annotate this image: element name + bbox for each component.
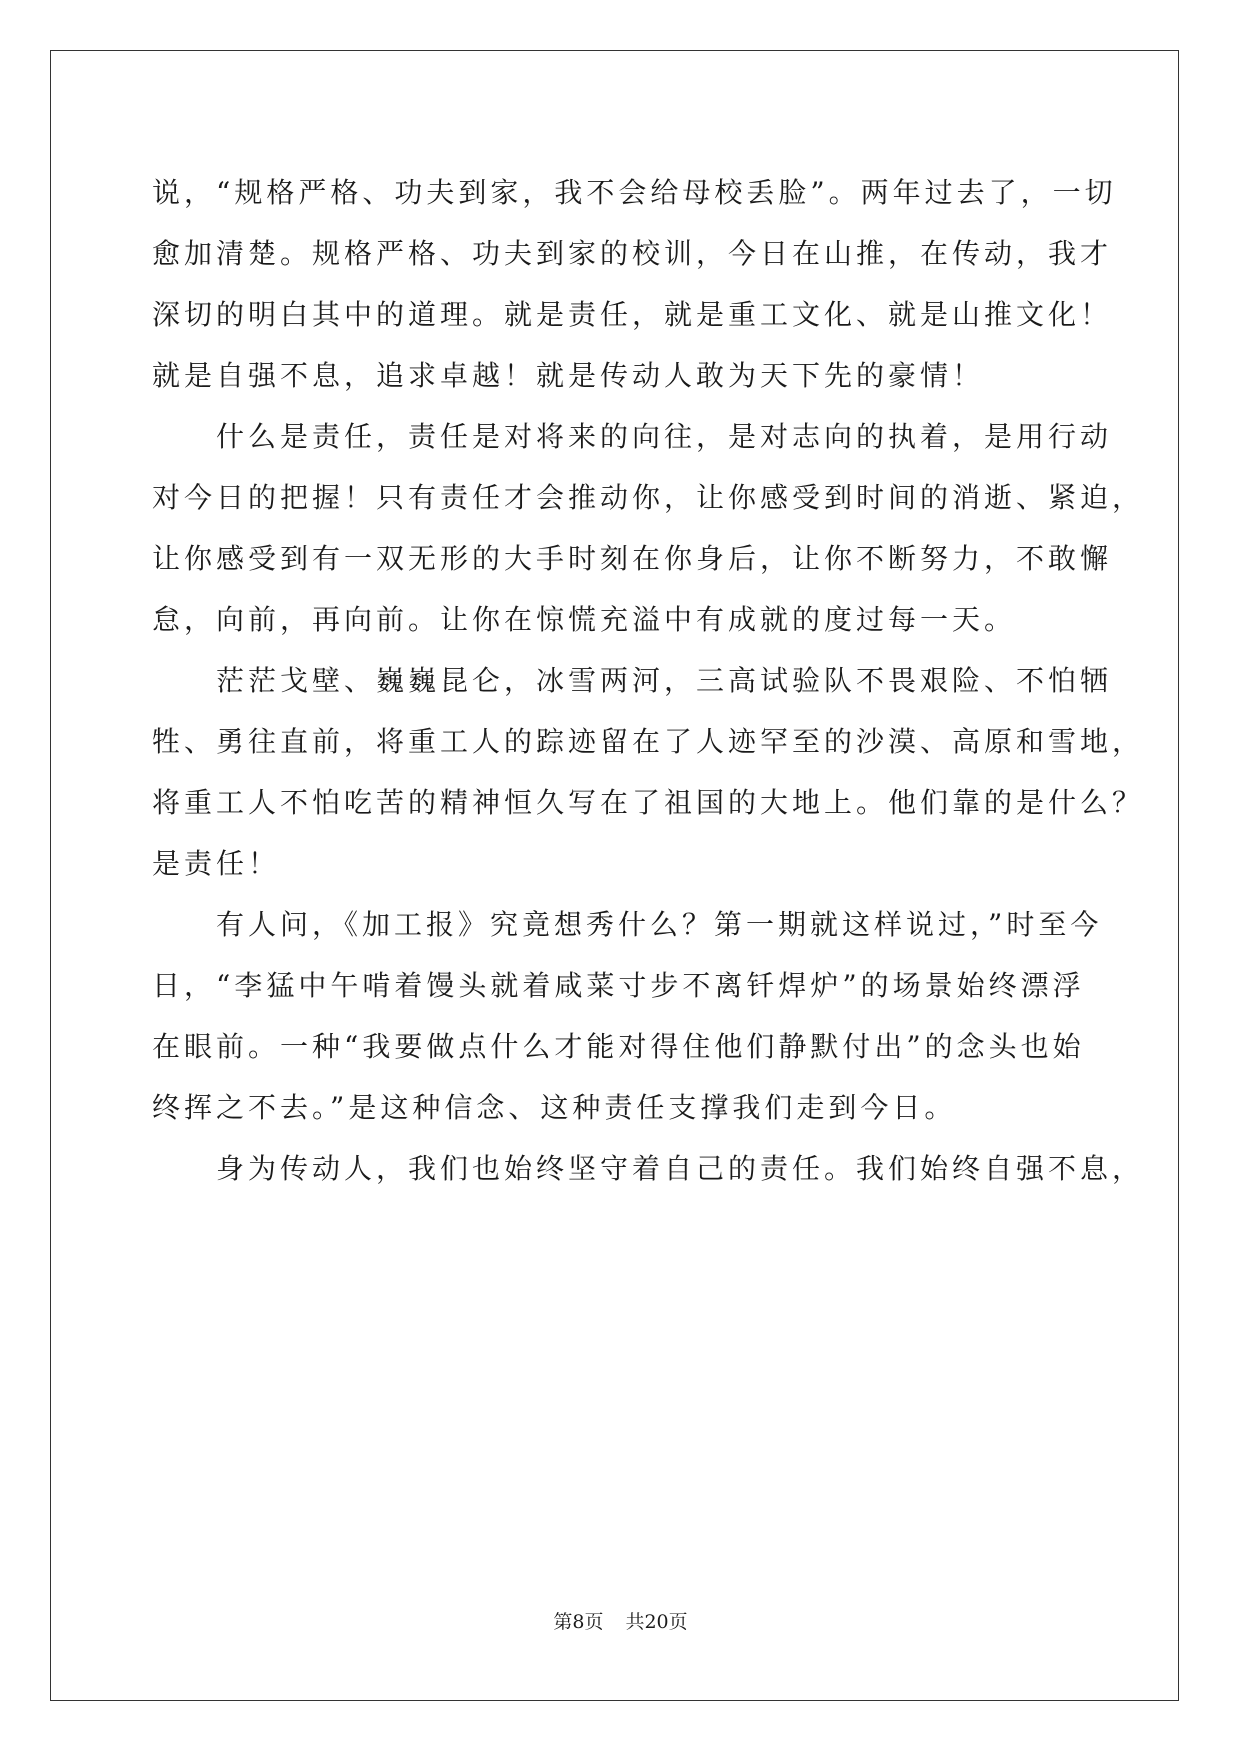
page-number: 第8页 (553, 1611, 604, 1633)
document-body (152, 162, 1145, 1199)
paragraph-start-line: 什么是责任，责任是对将来的向往，是对志向的执着，是用行动 (216, 420, 1113, 453)
paragraph-start-line: 茫茫戈壁、巍巍昆仑，冰雪两河，三高试验队不畏艰险、不怕牺 (216, 664, 1113, 697)
text-line: 在眼前。一种“我要做点什么才能对得住他们静默付出”的念头也始 (152, 1030, 1085, 1063)
text-line: 深切的明白其中的道理。就是责任，就是重工文化、就是山推文化！ (152, 298, 1113, 331)
text-line: 对今日的把握！只有责任才会推动你，让你感受到时间的消逝、紧迫， (152, 481, 1145, 514)
text-line: 日，“李猛中午啃着馒头就着咸菜寸步不离钎焊炉”的场景始终漂浮 (152, 969, 1085, 1002)
page-total: 共20页 (625, 1611, 688, 1633)
text-line: 说，“规格严格、功夫到家，我不会给母校丢脸”。两年过去了，一切 (152, 176, 1117, 209)
text-line: 就是自强不息，追求卓越！就是传动人敢为天下先的豪情！ (152, 359, 985, 392)
text-line: 牲、勇往直前，将重工人的踪迹留在了人迹罕至的沙漠、高原和雪地， (152, 725, 1145, 758)
text-line: 怠，向前，再向前。让你在惊慌充溢中有成就的度过每一天。 (152, 603, 1017, 636)
text-line: 终挥之不去。”是这种信念、这种责任支撑我们走到今日。 (152, 1091, 957, 1124)
page-footer (0, 1610, 1241, 1634)
text-line: 将重工人不怕吃苦的精神恒久写在了祖国的大地上。他们靠的是什么？ (152, 786, 1145, 819)
text-line: 愈加清楚。规格严格、功夫到家的校训，今日在山推，在传动，我才 (152, 237, 1113, 270)
text-line: 让你感受到有一双无形的大手时刻在你身后，让你不断努力，不敢懈 (152, 542, 1113, 575)
paragraph-start-line: 有人问，《加工报》究竟想秀什么？第一期就这样说过，”时至今 (216, 908, 1103, 941)
text-line: 是责任！ (152, 847, 281, 880)
paragraph-start-line: 身为传动人，我们也始终坚守着自己的责任。我们始终自强不息， (216, 1152, 1145, 1185)
